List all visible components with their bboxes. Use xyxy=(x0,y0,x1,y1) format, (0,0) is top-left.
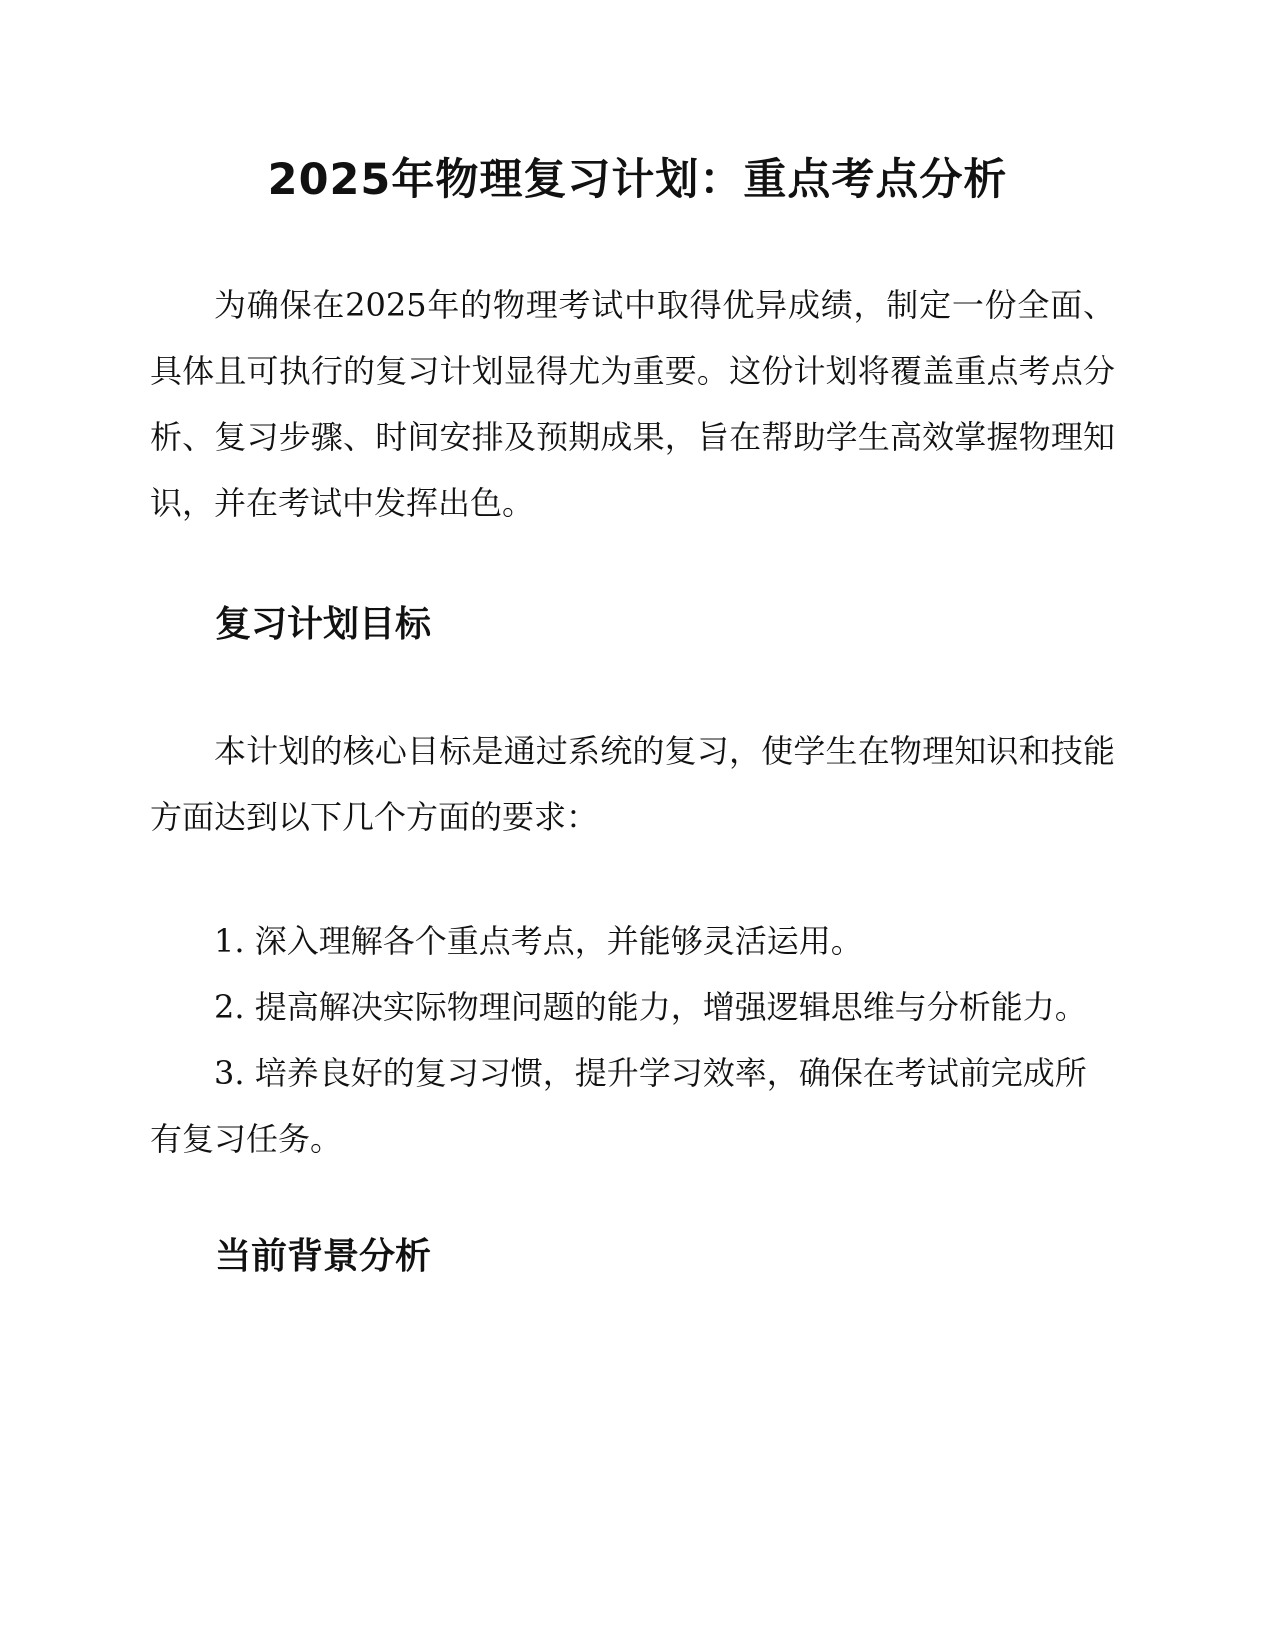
goals-paragraph: 本计划的核心目标是通过系统的复习，使学生在物理知识和技能方面达到以下几个方面的要求： xyxy=(150,732,1115,836)
document-title: 2025年物理复习计划：重点考点分析 xyxy=(267,155,1008,205)
section-heading-background: 当前背景分析 xyxy=(215,1236,432,1277)
goal-item-1: 1. 深入理解各个重点考点，并能够灵活运用。 xyxy=(214,922,863,960)
intro-paragraph: 为确保在2025年的物理考试中取得优异成绩，制定一份全面、具体且可执行的复习计划显得尤为重要。这份计划将覆盖重点考点分析、复习步骤、时间安排及预期成果，旨在帮助学生高效掌握物理知识，并在考试中发挥出色。 xyxy=(150,286,1115,522)
goal-item-3: 3. 培养良好的复习习惯，提升学习效率，确保在考试前完成所有复习任务。 xyxy=(150,1054,1087,1158)
section-heading-goals: 复习计划目标 xyxy=(215,604,432,645)
goal-item-2: 2. 提高解决实际物理问题的能力，增强逻辑思维与分析能力。 xyxy=(214,988,1087,1026)
